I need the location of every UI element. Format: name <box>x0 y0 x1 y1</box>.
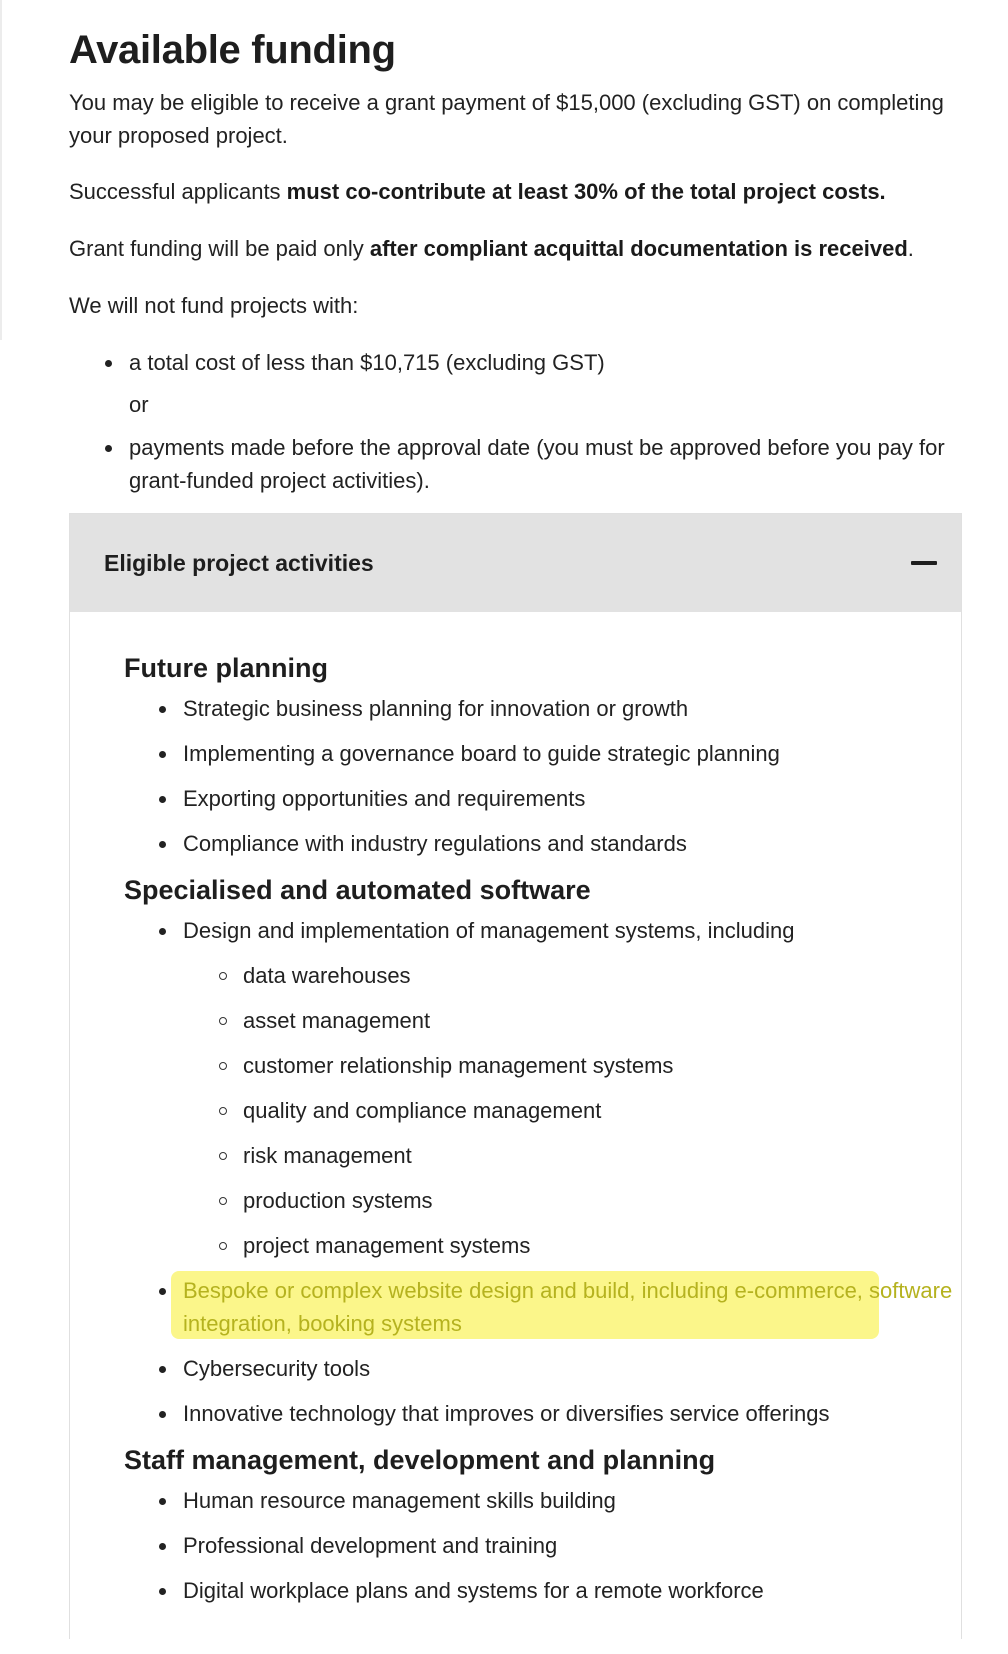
section-heading-future-planning: Future planning <box>124 653 328 683</box>
list-item: Innovative technology that improves or diversifies service offerings <box>183 1397 961 1430</box>
exclusions-list <box>69 346 959 379</box>
cocontribute-prefix: Successful applicants <box>69 179 287 204</box>
highlighted-list-item <box>183 1274 961 1340</box>
acquittal-prefix: Grant funding will be paid only <box>69 236 370 261</box>
cocontribute-paragraph <box>69 175 959 208</box>
accordion-header[interactable] <box>70 514 961 612</box>
list-item: Strategic business planning for innovation or growth <box>183 692 961 725</box>
acquittal-suffix: . <box>907 236 914 261</box>
management-systems-sublist <box>183 959 961 1262</box>
left-border-rule <box>0 0 2 340</box>
exclusions-list-2 <box>69 431 959 497</box>
section-heading-staff: Staff management, development and planning <box>124 1445 716 1475</box>
staff-list <box>124 1484 961 1607</box>
list-item: a total cost of less than $10,715 (excluding GST) <box>129 346 959 379</box>
page-title: Available funding <box>69 28 396 72</box>
not-fund-intro: We will not fund projects with: <box>69 293 359 318</box>
sub-list-item: customer relationship management systems <box>243 1049 961 1082</box>
acquittal-bold: after compliant acquittal documentation is received <box>369 236 908 261</box>
section-heading-software: Specialised and automated software <box>124 875 591 905</box>
list-item: Cybersecurity tools <box>183 1352 961 1385</box>
sub-list-item: asset management <box>243 1004 961 1037</box>
intro-paragraph: You may be eligible to receive a grant payment of $15,000 (excluding GST) on completing your proposed project. <box>69 90 944 148</box>
design-systems-item: Design and implementation of management systems, including <box>183 918 795 943</box>
list-item: Exporting opportunities and requirements <box>183 782 961 815</box>
sub-list-item: production systems <box>243 1184 961 1217</box>
list-item: Compliance with industry regulations and standards <box>183 827 961 860</box>
list-item <box>183 914 961 1262</box>
list-item: payments made before the approval date (you must be approved before you pay for grant-funded project activities). <box>129 431 959 497</box>
website-design-item: Bespoke or complex website design and build, including e-commerce, software integration, booking systems <box>183 1278 953 1336</box>
or-separator: or <box>129 392 149 417</box>
software-list <box>124 914 961 1430</box>
minus-icon[interactable] <box>911 561 937 565</box>
list-item: Implementing a governance board to guide strategic planning <box>183 737 961 770</box>
accordion-body <box>70 612 961 1639</box>
list-item: Professional development and training <box>183 1529 961 1562</box>
sub-list-item: quality and compliance management <box>243 1094 961 1127</box>
cocontribute-bold: must co-contribute at least 30% of the total project costs. <box>286 179 886 204</box>
sub-list-item: data warehouses <box>243 959 961 992</box>
list-item: Digital workplace plans and systems for a remote workforce <box>183 1574 961 1607</box>
sub-list-item: project management systems <box>243 1229 961 1262</box>
eligible-activities-accordion <box>69 513 962 1639</box>
acquittal-paragraph <box>69 232 959 265</box>
list-item: Human resource management skills building <box>183 1484 961 1517</box>
future-planning-list <box>124 692 961 860</box>
accordion-title: Eligible project activities <box>104 549 374 576</box>
page-content <box>69 0 959 1639</box>
sub-list-item: risk management <box>243 1139 961 1172</box>
